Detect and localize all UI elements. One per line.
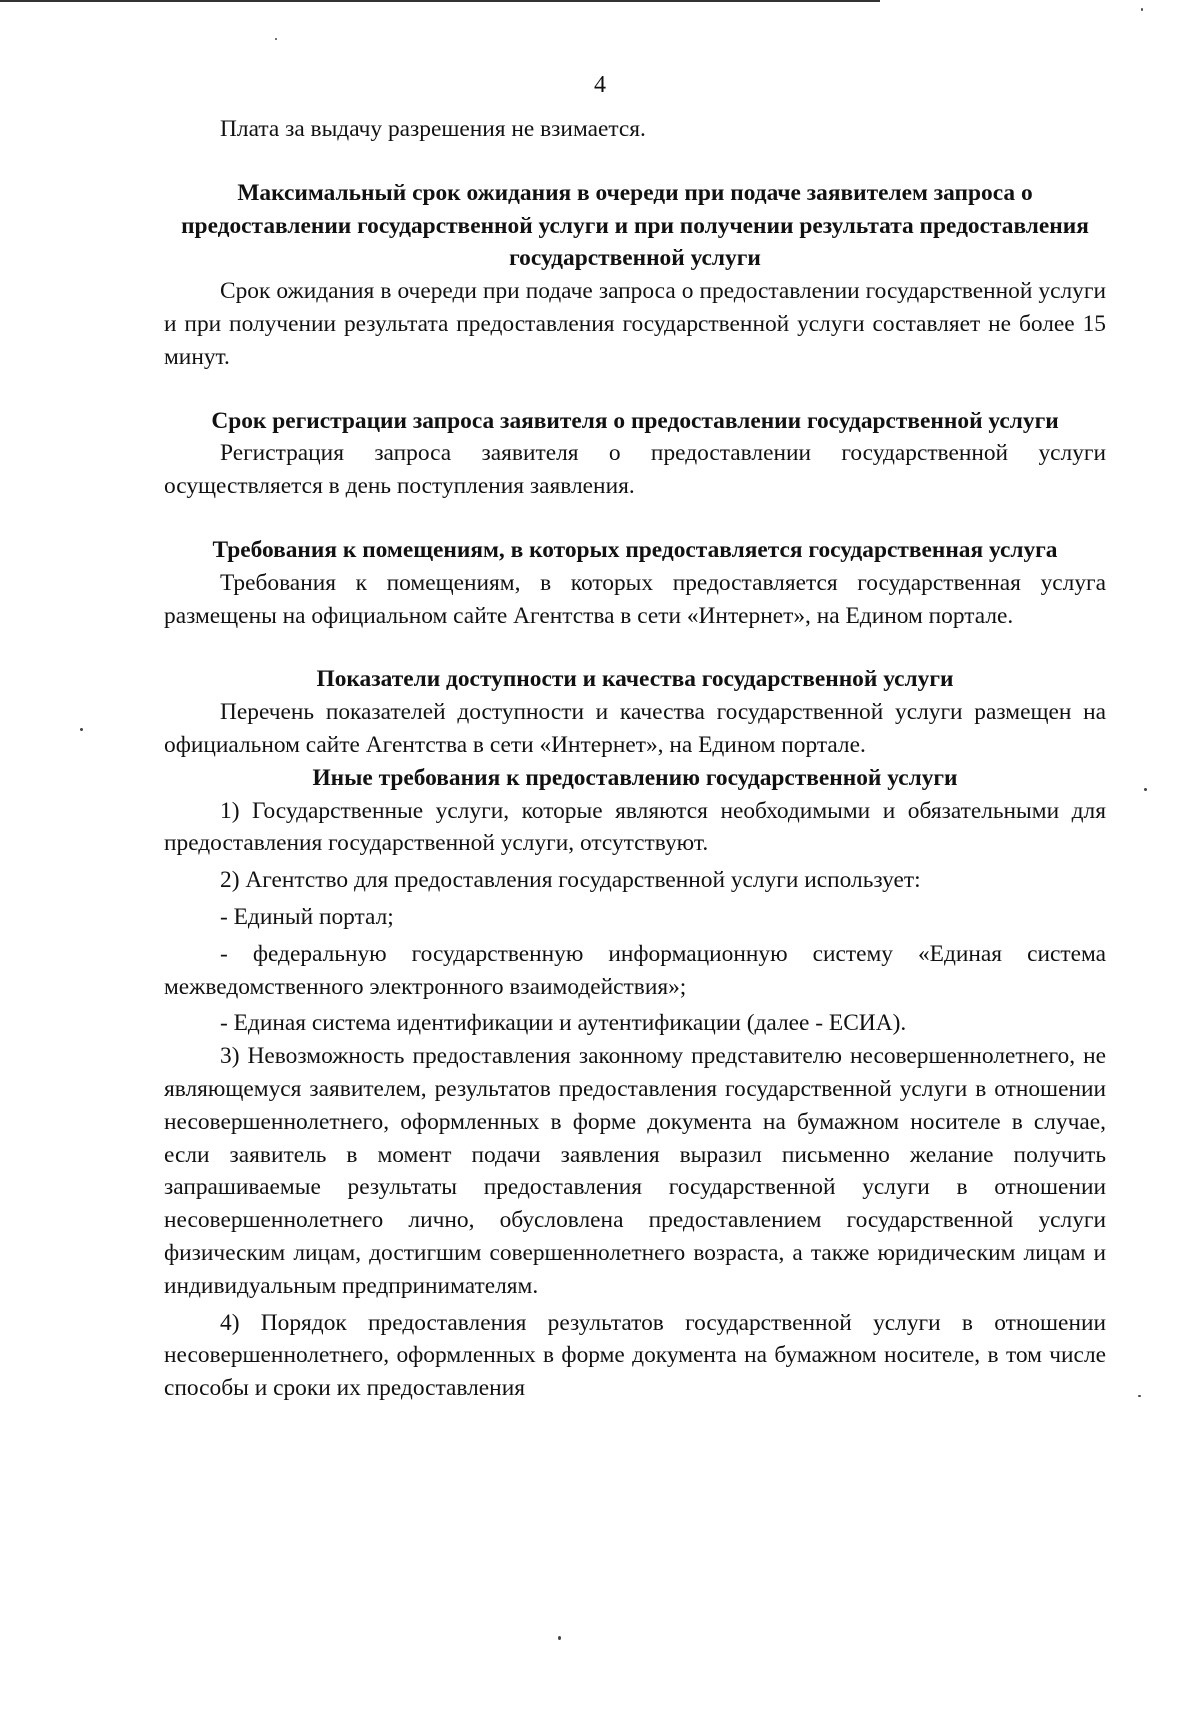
other-requirements-item-4: 4) Порядок предоставления результатов государственной услуги в отношении несовершеннолетнего, оформленных в форме документа на бумажном носителе, в том числе способы и сроки их предоставления [164, 1309, 1106, 1402]
scan-speck [558, 1636, 561, 1640]
scan-speck [1141, 8, 1143, 11]
other-requirements-item-1: 1) Государственные услуги, которые являются необходимыми и обязательными для предоставления государственной услуги, отсутствуют. [164, 797, 1106, 857]
document-body [164, 113, 1106, 1405]
scan-edge-line [0, 0, 880, 2]
paragraph-premises-requirements: Требования к помещениям, в которых предоставляется государственная услуга размещены на официальном сайте Агентства в сети «Интернет», на Едином портале. [164, 569, 1106, 629]
heading-request-registration: Срок регистрации запроса заявителя о предоставлении государственной услуги [211, 407, 1059, 434]
heading-accessibility-indicators: Показатели доступности и качества государственной услуги [316, 666, 954, 693]
other-requirements-item-2: 2) Агентство для предоставления государственной услуги использует: [220, 867, 921, 894]
heading-premises-requirements: Требования к помещениям, в которых предоставляется государственная услуга [212, 536, 1058, 563]
paragraph-accessibility-indicators: Перечень показателей доступности и качества государственной услуги размещен на официальном сайте Агентства в сети «Интернет», на Едином портале. [164, 699, 1106, 758]
scan-speck [1138, 1395, 1141, 1397]
heading-queue-waiting-time: Максимальный срок ожидания в очереди при подаче заявителем запроса о предоставлении государственной услуги и при получении результата предоставления государственной услуги [181, 179, 1089, 272]
other-requirements-item-2-esia: - Единая система идентификации и аутентификации (далее - ЕСИА). [220, 1010, 907, 1037]
heading-other-requirements: Иные требования к предоставлению государственной услуги [312, 764, 958, 791]
scan-speck [275, 38, 277, 40]
paragraph-queue-waiting-time: Срок ожидания в очереди при подаче запроса о предоставлении государственной услуги и при получении результата предоставления государственной услуги составляет не более 15 минут. [164, 278, 1106, 370]
scan-speck [1144, 788, 1147, 791]
fee-paragraph: Плата за выдачу разрешения не взимается. [220, 116, 646, 142]
page-number: 4 [594, 72, 606, 98]
other-requirements-item-2-smev: - федеральную государственную информационную систему «Единая система межведомственного электронного взаимодействия»; [164, 940, 1106, 1000]
other-requirements-item-2-portal: - Единый портал; [220, 903, 394, 930]
paragraph-request-registration: Регистрация запроса заявителя о предоставлении государственной услуги осуществляется в день поступления заявления. [164, 440, 1106, 500]
scan-speck [80, 728, 83, 731]
other-requirements-item-3: 3) Невозможность предоставления законному представителю несовершеннолетнего, не являющемуся заявителем, результатов предоставления государственной услуги в отношении несовершеннолетнего, оформленных в форме документа на бумажном носителе в случае, если заявитель в момент подачи заявления выразил письменно желание получить запрашиваемые результаты предоставления государственной услуги в отношении несовершеннолетнего лично, обусловлена предоставлением государственной услуги физическим лицам, достигшим совершеннолетнего возраста, а также юридическим лицам и индивидуальным предпринимателям. [164, 1043, 1106, 1299]
